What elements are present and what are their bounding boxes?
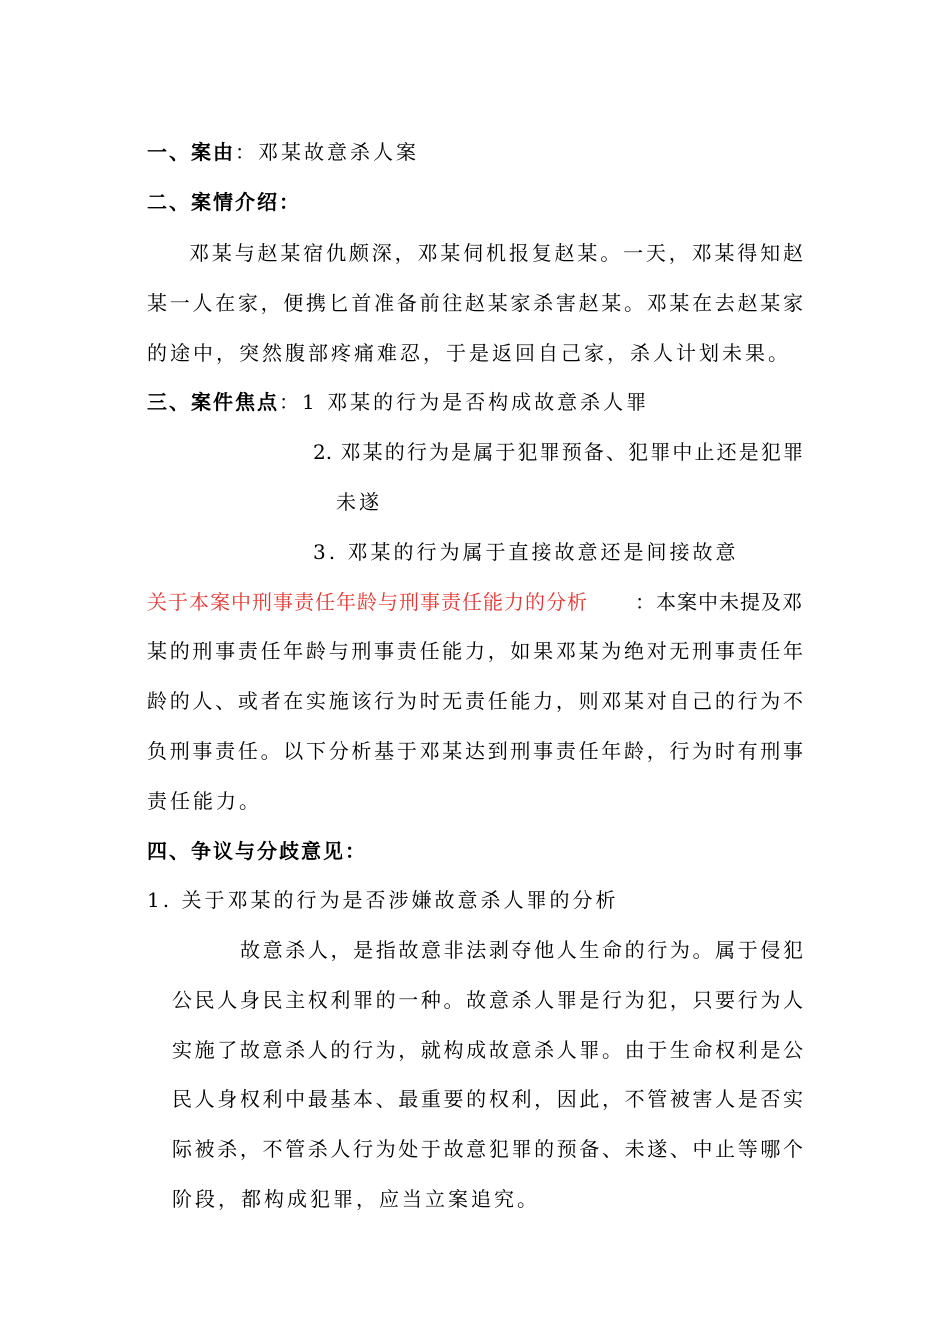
paragraph-1-line-6: 阶段，都构成犯罪，应当立案追究。 xyxy=(172,1187,540,1211)
section-3-label: 三、案件焦点 xyxy=(147,390,279,414)
paragraph-1-line-1: 故意杀人，是指故意非法剥夺他人生命的行为。属于侵犯 xyxy=(240,938,803,962)
analysis-line-3: 龄的人、或者在实施该行为时无责任能力，则邓某对自己的行为不 xyxy=(147,689,803,713)
focus-item-2-line-1: 2. 邓某的行为是属于犯罪预备、犯罪中止还是犯罪 xyxy=(313,440,803,464)
analysis-line-1-rest: ：本案中未提及邓 xyxy=(635,590,803,614)
paragraph-1-line-5: 际被杀，不管杀人行为处于故意犯罪的预备、未遂、中止等哪个 xyxy=(172,1137,803,1161)
analysis-heading-red: 关于本案中刑事责任年龄与刑事责任能力的分析 xyxy=(147,590,588,614)
section-4-heading: 四、争议与分歧意见： xyxy=(147,839,367,863)
focus-item-1: 1 邓某的行为是否构成故意杀人罪 xyxy=(302,390,650,414)
section-3-heading xyxy=(147,389,649,415)
section-3-separator: ： xyxy=(279,390,302,414)
analysis-line-1 xyxy=(147,589,803,615)
focus-item-3: 3. 邓某的行为属于直接故意还是间接故意 xyxy=(313,540,739,564)
subsection-1-heading: 1. 关于邓某的行为是否涉嫌故意杀人罪的分析 xyxy=(147,888,619,912)
facts-line-3: 的途中，突然腹部疼痛难忍，于是返回自己家，杀人计划未果。 xyxy=(147,341,791,365)
focus-item-2-line-2: 未遂 xyxy=(336,490,382,514)
facts-line-2: 某一人在家，便携匕首准备前往赵某家杀害赵某。邓某在去赵某家 xyxy=(147,291,803,315)
analysis-line-2: 某的刑事责任年龄与刑事责任能力，如果邓某为绝对无刑事责任年 xyxy=(147,639,803,663)
section-1-heading xyxy=(147,139,419,165)
paragraph-1-line-2: 公民人身民主权利罪的一种。故意杀人罪是行为犯，只要行为人 xyxy=(172,988,803,1012)
analysis-line-4: 负刑事责任。以下分析基于邓某达到刑事责任年龄，行为时有刑事 xyxy=(147,739,803,763)
analysis-line-5: 责任能力。 xyxy=(147,789,262,813)
facts-line-1: 邓某与赵某宿仇颇深，邓某伺机报复赵某。一天，邓某得知赵 xyxy=(189,241,803,265)
section-1-text: 邓某故意杀人案 xyxy=(258,140,419,164)
section-2-heading: 二、案情介绍： xyxy=(147,190,301,214)
paragraph-1-line-3: 实施了故意杀人的行为，就构成故意杀人罪。由于生命权利是公 xyxy=(172,1038,803,1062)
section-1-separator: ： xyxy=(235,140,258,164)
section-1-label: 一、案由 xyxy=(147,140,235,164)
paragraph-1-line-4: 民人身权利中最基本、最重要的权利，因此，不管被害人是否实 xyxy=(172,1087,803,1111)
